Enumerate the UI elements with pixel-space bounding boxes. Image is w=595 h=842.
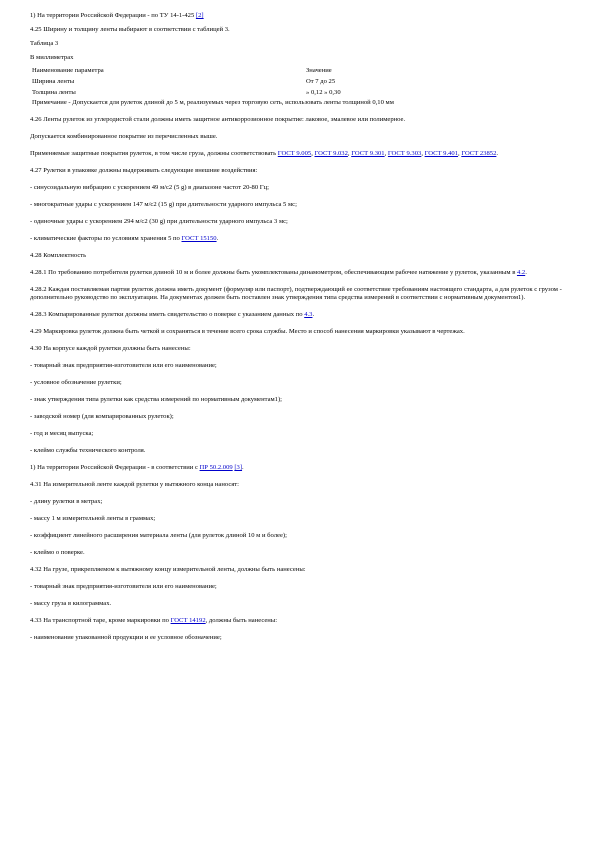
list-item: - синусоидальную вибрацию с ускорением 49 м/с2 (5 g) в диапазоне частот 20-80 Гц; (30, 184, 269, 191)
standard-link[interactable]: ГОСТ 9.005 (277, 150, 312, 157)
list-item: - коэффициент линейного расширения материала ленты (для рулеток длиной 10 м и более); (30, 532, 287, 539)
standard-link[interactable]: ГОСТ 9.303 (387, 150, 422, 157)
footnote-2: 1) На территории Российской Федерации - в соответствии с ПР 50.2.009 [3]. (30, 464, 244, 471)
clause-4-27: 4.27 Рулетки в упаковке должны выдерживать следующие внешние воздействия: (30, 167, 258, 174)
list-item: - наименование упакованной продукции и ее условное обозначение; (30, 634, 222, 641)
combined-coating-note: Допускается комбинированное покрытие из перечисленных выше. (30, 133, 218, 140)
standard-link[interactable]: ГОСТ 9.301 (351, 150, 385, 157)
list-item: - массу груза в килограммах. (30, 600, 112, 607)
ref-link-3[interactable]: [3] (234, 464, 243, 471)
clause-4-29: 4.29 Маркировка рулеток должна быть четкой и сохраняться в течение всего срока службы. Место и способ нанесения маркировки указывают в чертежах. (30, 328, 465, 335)
list-item: - клеймо службы технического контроля. (30, 447, 146, 454)
standard-link[interactable]: ГОСТ 9.032 (314, 150, 348, 157)
table-3 (30, 65, 560, 107)
list-item: - массу 1 м измерительной ленты в граммах; (30, 515, 156, 522)
clause-4-33: 4.33 На транспортной таре, кроме маркировки по ГОСТ 14192, должны быть нанесены: (30, 617, 278, 624)
clause-4-28: 4.28 Комплектность (30, 252, 87, 259)
ref-link-2[interactable]: [2] (195, 12, 204, 19)
clause-4-25: 4.25 Ширину и толщину ленты выбирают в соответствии с таблицей 3. (30, 26, 230, 33)
clause-4-32: 4.32 На грузе, прикрепляемом к вытяжному концу измерительной ленты, должны быть нанесены: (30, 566, 306, 573)
clause-4-30: 4.30 На корпусе каждой рулетки должны быть нанесены: (30, 345, 191, 352)
standard-link[interactable]: ГОСТ 15150 (181, 235, 217, 242)
clause-link[interactable]: 4.2 (516, 269, 526, 276)
table-row (30, 76, 560, 87)
table-3-unit: В миллиметрах (30, 54, 74, 61)
list-item: - длину рулетки в метрах; (30, 498, 103, 505)
table-3-title: Таблица 3 (30, 40, 59, 47)
list-item: - клеймо о поверке. (30, 549, 85, 556)
table-header-cell: Наименование параметра (32, 67, 104, 74)
table-cell: » 0,12 » 0,30 (306, 89, 341, 96)
list-item: - товарный знак предприятия-изготовителя или его наименование; (30, 362, 217, 369)
clause-4-28-3: 4.28.3 Компарированные рулетки должны иметь свидетельство о поверке с указанием данных по 4.3. (30, 311, 315, 318)
footnote-1: 1) На территории Российской Федерации - по ТУ 14-1-425 [2] (30, 12, 204, 19)
clause-4-28-1: 4.28.1 По требованию потребителя рулетки длиной 10 м и более должны быть укомплектованы динамометром, обеспечивающим рабочее натяжение у рулеток, указанным в 4.2. (30, 269, 527, 276)
table-cell: От 7 до 25 (306, 78, 336, 85)
table-cell: Ширина ленты (32, 78, 75, 85)
standard-link[interactable]: ГОСТ 14192 (170, 617, 206, 624)
document-page (30, 12, 565, 651)
coatings-standards: Применяемые защитные покрытия рулеток, в том числе груза, должны соответствовать ГОСТ 9.005, ГОСТ 9.032, ГОСТ 9.301, ГОСТ 9.303, ГОСТ 9.401, ГОСТ 23852. (30, 150, 499, 157)
table-row (30, 87, 560, 98)
list-item: - год и месяц выпуска; (30, 430, 94, 437)
climatic-factors: - климатические факторы по условиям хранения 5 по ГОСТ 15150. (30, 235, 219, 242)
table-cell: Толщина ленты (32, 89, 76, 96)
table-header-row (30, 65, 560, 76)
list-item: - многократные удары с ускорением 147 м/с2 (15 g) при длительности ударного импульса 5 мс; (30, 201, 297, 208)
list-item: - условное обозначение рулетки; (30, 379, 122, 386)
clause-4-31: 4.31 На измерительной ленте каждой рулетки у вытяжного конца наносят: (30, 481, 240, 488)
table-note-row (30, 98, 560, 107)
table-header-cell: Значение (306, 67, 332, 74)
list-item: - заводской номер (для компарированных рулеток); (30, 413, 174, 420)
clause-4-26: 4.26 Ленты рулеток из углеродистой стали должны иметь защитное антикоррозионное покрытие: лаковое, эмалевое или полимерное. (30, 116, 406, 123)
standard-link[interactable]: ПР 50.2.009 (199, 464, 233, 471)
standard-link[interactable]: ГОСТ 9.401 (424, 150, 459, 157)
clause-4-28-2: 4.28.2 Каждая поставляемая партия рулеток должна иметь документ (формуляр или паспорт), подтверждающий ее соответствие требованиям настоящего стандарта, а для рулеток с грузом - дополнительно руководство по эксплуатации. На документах должен быть поставлен знак утверждения типа средства измерений в соответствии с нормативным документом1). (30, 286, 562, 301)
clause-link[interactable]: 4.3 (304, 311, 313, 318)
standard-link[interactable]: ГОСТ 23852 (461, 150, 497, 157)
list-item: - товарный знак предприятия-изготовителя или его наименование; (30, 583, 217, 590)
table-note: Примечание - Допускается для рулеток длиной до 5 м, реализуемых через торговую сеть, использовать ленты толщиной 0,10 мм (32, 99, 394, 106)
list-item: - знак утверждения типа рулетки как средства измерений по нормативным документам1); (30, 396, 282, 403)
list-item: - одиночные удары с ускорением 294 м/с2 (30 g) при длительности ударного импульса 3 мс; (30, 218, 288, 225)
